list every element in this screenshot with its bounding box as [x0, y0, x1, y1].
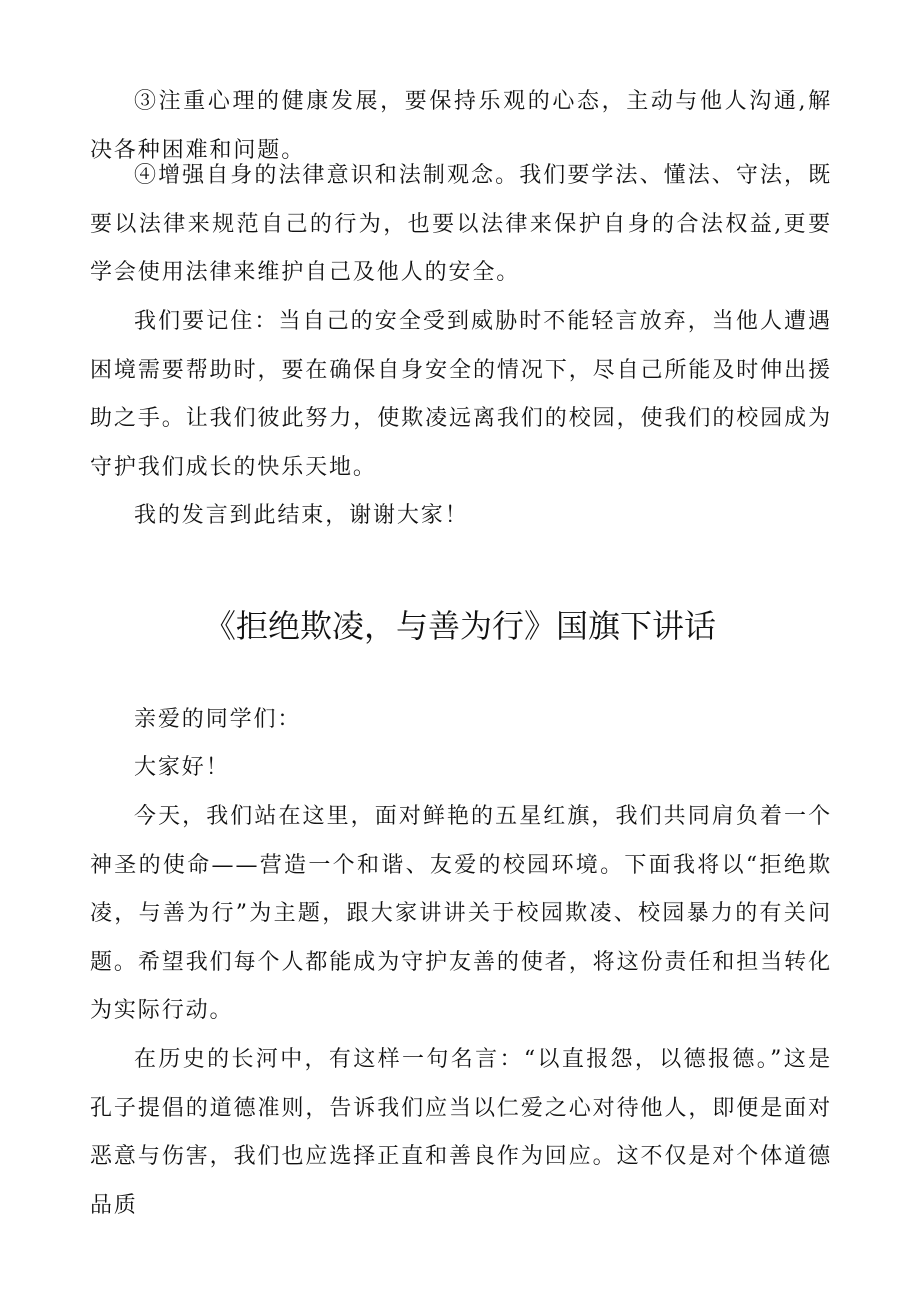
paragraph-history: 在历史的长河中，有这样一句名言：“以直报怨，以德报德。”这是孔子提倡的道德准则，告诉我们应当以仁爱之心对待他人，即便是面对恶意与伤害，我们也应选择正直和善良作为回应。这不仅是对个体道德品质 — [90, 1047, 832, 1218]
greeting: 亲爱的同学们： — [134, 707, 302, 732]
paragraph-legal-awareness: ④增强自身的法律意识和法制观念。我们要学法、懂法、守法，既要以法律来规范自己的行为，也要以法律来保护自身的合法权益,更要学会使用法律来维护自己及他人的安全。 — [90, 163, 832, 285]
paragraph-closing: 我的发言到此结束，谢谢大家！ — [134, 503, 469, 528]
hello: 大家好！ — [134, 755, 230, 780]
paragraph-intro: 今天，我们站在这里，面对鲜艳的五星红旗，我们共同肩负着一个神圣的使命——营造一个和谐、友爱的校园环境。下面我将以“拒绝欺凌，与善为行”为主题，跟大家讲讲关于校园欺凌、校园暴力的有关问题。希望我们每个人都能成为守护友善的使者，将这份责任和担当转化为实际行动。 — [90, 804, 832, 1023]
paragraph-mental-health: ③注重心理的健康发展，要保持乐观的心态，主动与他人沟通,解决各种困难和问题。 — [90, 89, 832, 163]
paragraph-remember: 我们要记住：当自己的安全受到威胁时不能轻言放弃，当他人遭遇困境需要帮助时，要在确保自身安全的情况下，尽自己所能及时伸出援助之手。让我们彼此努力，使欺凌远离我们的校园，使我们的校园成为守护我们成长的快乐天地。 — [90, 309, 832, 480]
speech-title: 《拒绝欺凌，与善为行》国旗下讲话 — [203, 607, 716, 645]
